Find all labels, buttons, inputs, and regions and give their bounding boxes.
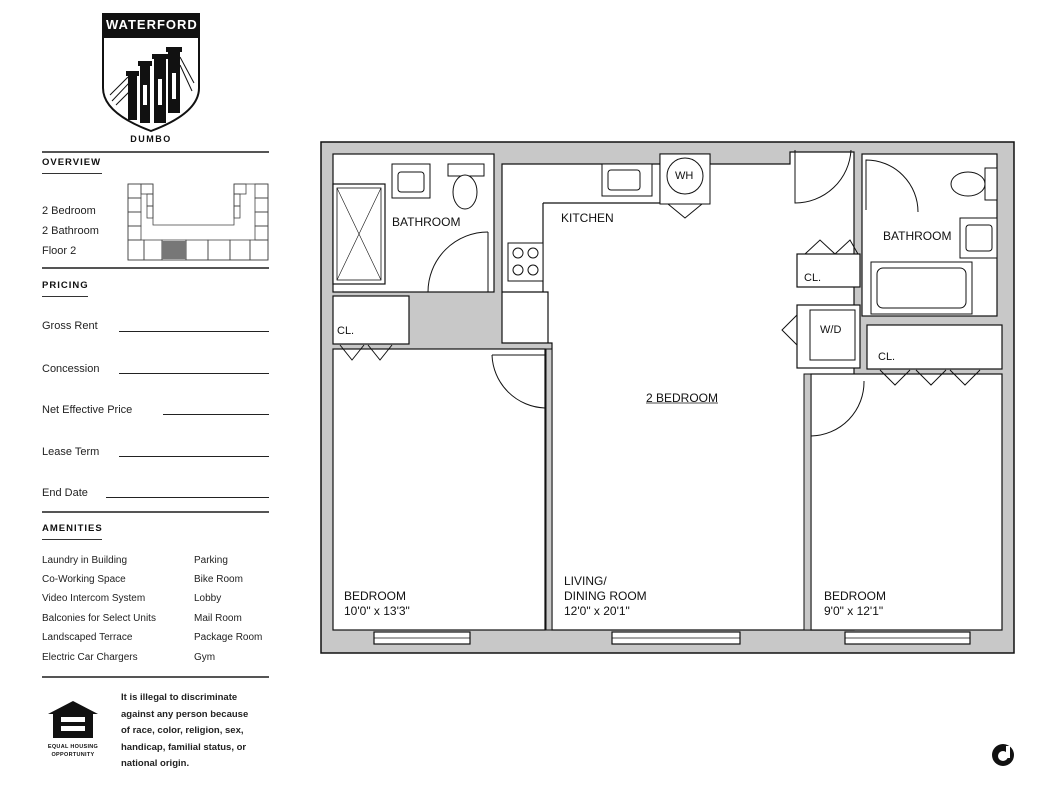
room-label-bathroom-right: BATHROOM	[883, 229, 952, 243]
floorplan-title: 2 BEDROOM	[646, 391, 719, 405]
net-effective-price-label: Net Effective Price	[42, 404, 133, 416]
amenity-item: Co-Working Space	[42, 574, 126, 585]
brand-mark-icon	[990, 742, 1016, 768]
amenity-item: Lobby	[194, 593, 222, 604]
eho-line1: EQUAL HOUSING	[47, 744, 99, 750]
legal-text: It is illegal to discriminate against any person because of race, color, religion, sex, handicap, familial status, or national origin.	[121, 692, 249, 769]
room-label-bedroom-right: BEDROOM	[824, 589, 887, 603]
concession-label: Concession	[42, 363, 100, 375]
overview-heading: OVERVIEW	[42, 157, 102, 168]
amenity-item: Landscaped Terrace	[42, 632, 133, 643]
room-dim-living: 12'0" x 20'1"	[564, 604, 630, 618]
room-label-closet-mid: CL.	[804, 272, 822, 284]
room-label-water-heater: WH	[675, 170, 694, 182]
room-label-kitchen: KITCHEN	[561, 211, 614, 225]
room-label-bathroom-left: BATHROOM	[392, 215, 461, 229]
lease-term-label: Lease Term	[42, 446, 100, 458]
room-label-closet-left: CL.	[337, 325, 355, 337]
amenity-item: Balconies for Select Units	[42, 613, 156, 624]
overview-floor: Floor 2	[42, 245, 77, 257]
eho-line2: OPPORTUNITY	[51, 752, 95, 758]
room-dim-bedroom-left: 10'0" x 13'3"	[344, 604, 410, 618]
room-label-living: LIVING/	[564, 574, 607, 588]
gross-rent-label: Gross Rent	[42, 320, 98, 332]
amenity-item: Bike Room	[194, 574, 243, 585]
amenity-item: Package Room	[194, 632, 263, 643]
overview-bedrooms: 2 Bedroom	[42, 205, 96, 217]
overview-bathrooms: 2 Bathroom	[42, 225, 99, 237]
room-label-washer-dryer: W/D	[820, 324, 842, 336]
brand-name: WATERFORD	[106, 17, 198, 32]
room-label-bedroom-left: BEDROOM	[344, 589, 407, 603]
amenity-item: Parking	[194, 555, 228, 566]
end-date-label: End Date	[42, 487, 88, 499]
amenities-heading: AMENITIES	[42, 523, 103, 534]
room-label-dining: DINING ROOM	[564, 589, 647, 603]
amenity-item: Mail Room	[194, 613, 242, 624]
pricing-heading: PRICING	[42, 280, 89, 291]
room-dim-bedroom-right: 9'0" x 12'1"	[824, 604, 884, 618]
amenity-item: Gym	[194, 652, 216, 663]
brand-location: DUMBO	[130, 134, 172, 144]
amenity-item: Electric Car Chargers	[42, 652, 138, 663]
amenity-item: Video Intercom System	[42, 593, 146, 604]
room-label-closet-right: CL.	[878, 351, 896, 363]
amenity-item: Laundry in Building	[42, 555, 128, 566]
